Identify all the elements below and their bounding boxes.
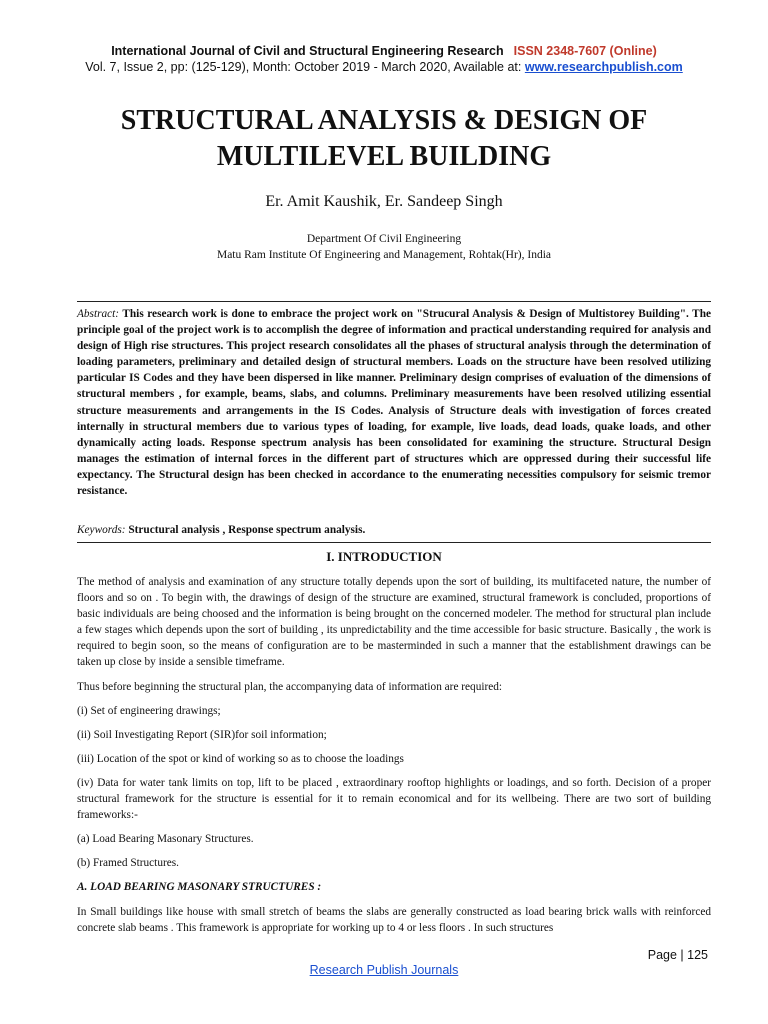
journal-url-link[interactable]: www.researchpublish.com [524,60,683,74]
list-item: (iii) Location of the spot or kind of working so as to choose the loadings [77,752,404,765]
page-number: Page | 125 [647,948,708,962]
title-line-1: STRUCTURAL ANALYSIS & DESIGN OF [120,105,648,136]
body-text [77,574,711,944]
institute: Matu Ram Institute Of Engineering and Management, Rohtak(Hr), India [216,249,552,261]
abstract-label: Abstract: [77,308,120,320]
journal-issn: ISSN 2348-7607 (Online) [513,44,657,58]
paragraph: Thus before beginning the structural plan, the accompanying data of information are required: [77,680,503,693]
paragraph: In Small buildings like house with small stretch of beams the slabs are generally constructed as load bearing brick walls with reinforced concrete slab beams . This framework is appropriate for working up to 4 or less floors . In such structures [77,905,711,934]
keywords-text: Structural analysis , Response spectrum analysis. [125,524,366,536]
section-heading-introduction: I. INTRODUCTION [326,549,442,564]
list-item: (ii) Soil Investigating Report (SIR)for soil information; [77,728,327,741]
department: Department Of Civil Engineering [306,233,462,245]
keywords-label: Keywords: [77,524,126,536]
list-item: (a) Load Bearing Masonary Structures. [77,833,254,846]
footer-journal-link[interactable]: Research Publish Journals [309,963,459,977]
list-item: (i) Set of engineering drawings; [77,704,221,717]
list-item: (b) Framed Structures. [77,857,179,870]
footer [0,963,768,977]
list-item: (iv) Data for water tank limits on top, lift to be placed , extraordinary rooftop highlights or loadings, and so forth. Decision of a proper structural framework for the structure is essential for it to remain economical and for its wellbeing. There are two sort of building frameworks:- [77,776,711,822]
subsection-heading: A. LOAD BEARING MASONARY STRUCTURES : [77,881,322,894]
title-line-2: MULTILEVEL BUILDING [216,141,552,172]
volume-info: Vol. 7, Issue 2, pp: (125-129), Month: October 2019 - March 2020, Available at: [85,60,525,74]
abstract [77,306,711,499]
keywords-bottom-rule [77,542,711,543]
affiliation [0,231,768,263]
abstract-text: This research work is done to embrace the project work on "Strucural Analysis & Design of Multistorey Building". The principle goal of the project work is to accomplish the degree of information and practical understanding required for analysis and design of High rise structures. This project research consolidates all the phases of structural analysis through the determination of loading parameters, preliminary and detailed design of structural members. Loads on the structure have been resolved utilizing particular IS Codes and they have been dispersed in like manner. Preliminary design comprises of evaluation of the dimensions of structural members , for example, beams, slabs, and columns. Preliminary measurements have been resolved utilizing essential structure measurements and arrangements in the IS Codes. Analysis of Structure deals with investigation of forces created internally in structural members due to various types of loading, for example, live loads, dead loads, quake loads, and other dynamically acting loads. Response spectrum analysis has been consolidated for examining the structure. Structural Design manages the estimation of internal forces in the different part of structures which are oppressed during their successful life expectancy. The Structural design has been checked in accordance to the enumerating necessities compulsory for seismic tremor resistance. [77,308,711,498]
authors: Er. Amit Kaushik, Er. Sandeep Singh [265,193,503,210]
volume-line [0,60,768,74]
journal-name: International Journal of Civil and Structural Engineering Research [111,44,504,58]
journal-header [0,44,768,58]
keywords [77,524,711,536]
abstract-top-rule [77,301,711,302]
paper-title [0,103,768,175]
paragraph: The method of analysis and examination of any structure totally depends upon the sort of building, its multifaceted nature, the number of floors and so on . To begin with, the drawings of design of the structure are examined, structural framework is concluded, proportions of basic individuals are being choosed and the information is being brought on the concerned modeler. The method for structural plan include a few stages which depends upon the sort of building , its unpredictability and the time accessible for basic structure. Basically , the work is required to begin soon, so the means of configuration are to be masterminded in such a manner that the establishment drawings can be taken up close by inside a sensible timeframe. [77,576,711,669]
